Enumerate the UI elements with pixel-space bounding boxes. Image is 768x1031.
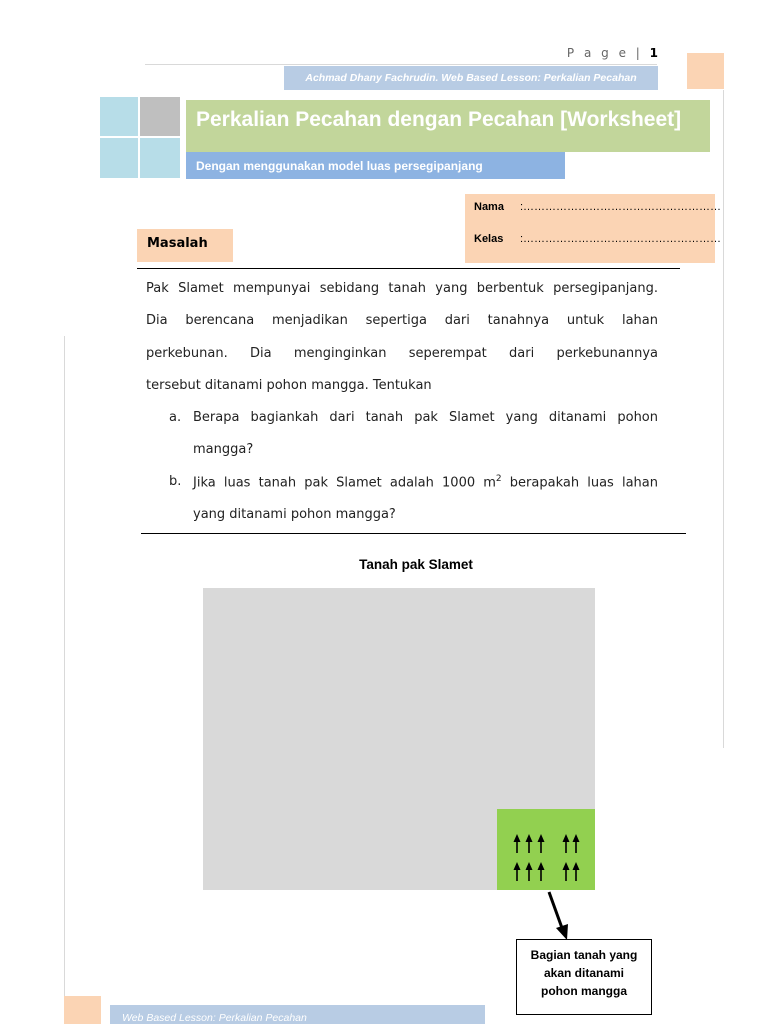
right-margin-line xyxy=(723,90,724,748)
header-divider xyxy=(145,64,657,65)
up-arrow-icon xyxy=(538,862,545,881)
decor-square xyxy=(100,97,138,136)
callout-pointer-icon xyxy=(540,888,580,943)
left-margin-line xyxy=(64,336,65,996)
identity-box xyxy=(465,194,722,263)
question-a-text: Berapa bagiankah dari tanah pak Slamet yang ditanami pohon xyxy=(193,410,658,425)
up-arrow-icon xyxy=(514,834,521,853)
up-arrow-icon xyxy=(538,834,545,853)
name-label: Nama xyxy=(474,201,504,213)
problem-line: Dia berencana menjadikan sepertiga dari tanahnya untuk lahan xyxy=(146,313,658,328)
problem-bottom-rule xyxy=(141,533,686,534)
callout-line: akan ditanami xyxy=(543,966,625,980)
class-field[interactable]: :……………………………………………… xyxy=(520,233,722,245)
class-row xyxy=(474,233,722,245)
problem-line: Pak Slamet mempunyai sebidang tanah yang berbentuk persegipanjang. xyxy=(146,281,658,296)
superscript: 2 xyxy=(495,474,502,484)
question-a-marker: a. xyxy=(169,410,182,425)
corner-decoration xyxy=(687,53,724,89)
worksheet-title: Perkalian Pecahan dengan Pecahan [Worksheet] xyxy=(186,100,710,152)
up-arrow-icon xyxy=(526,834,533,853)
page-number xyxy=(567,46,658,60)
question-b-text xyxy=(193,474,658,490)
name-row xyxy=(474,201,722,213)
callout-line: pohon mangga xyxy=(541,984,627,998)
up-arrow-icon xyxy=(526,862,533,881)
class-label: Kelas xyxy=(474,233,504,245)
callout-box xyxy=(516,939,652,1015)
worksheet-subtitle: Dengan menggunakan model luas persegipanjang xyxy=(186,152,565,179)
up-arrow-icon xyxy=(573,862,580,881)
up-arrow-icon xyxy=(514,862,521,881)
author-banner: Achmad Dhany Fachrudin. Web Based Lesson: Perkalian Pecahan xyxy=(284,66,658,90)
question-b-text-part: berapakah luas lahan xyxy=(501,475,658,491)
tree-arrows xyxy=(497,809,595,890)
up-arrow-icon xyxy=(563,862,570,881)
problem-line: tersebut ditanami pohon mangga. Tentukan xyxy=(146,378,432,393)
name-field[interactable]: :……………………………………………… xyxy=(520,201,722,213)
problem-top-rule xyxy=(137,268,680,269)
problem-line: perkebunan. Dia menginginkan seperempat dari perkebunannya xyxy=(146,346,658,361)
footer-decoration xyxy=(64,996,101,1024)
up-arrow-icon xyxy=(563,834,570,853)
question-a-text: mangga? xyxy=(193,442,254,457)
decor-square xyxy=(140,138,180,178)
question-b-text: yang ditanami pohon mangga? xyxy=(193,507,396,522)
footer-banner: Web Based Lesson: Perkalian Pecahan xyxy=(110,1005,485,1024)
decor-square xyxy=(140,97,180,136)
callout-line: Bagian tanah yang xyxy=(530,948,638,962)
question-b-text-part: Jika luas tanah pak Slamet adalah 1000 m xyxy=(193,475,496,491)
figure-title: Tanah pak Slamet xyxy=(359,557,473,572)
mango-area xyxy=(497,809,595,890)
decor-square xyxy=(100,138,138,178)
up-arrow-icon xyxy=(573,834,580,853)
page-label: P a g e | xyxy=(566,46,643,60)
question-b-marker: b. xyxy=(169,474,182,489)
page-number-value: 1 xyxy=(649,46,658,60)
section-label: Masalah xyxy=(137,229,233,262)
